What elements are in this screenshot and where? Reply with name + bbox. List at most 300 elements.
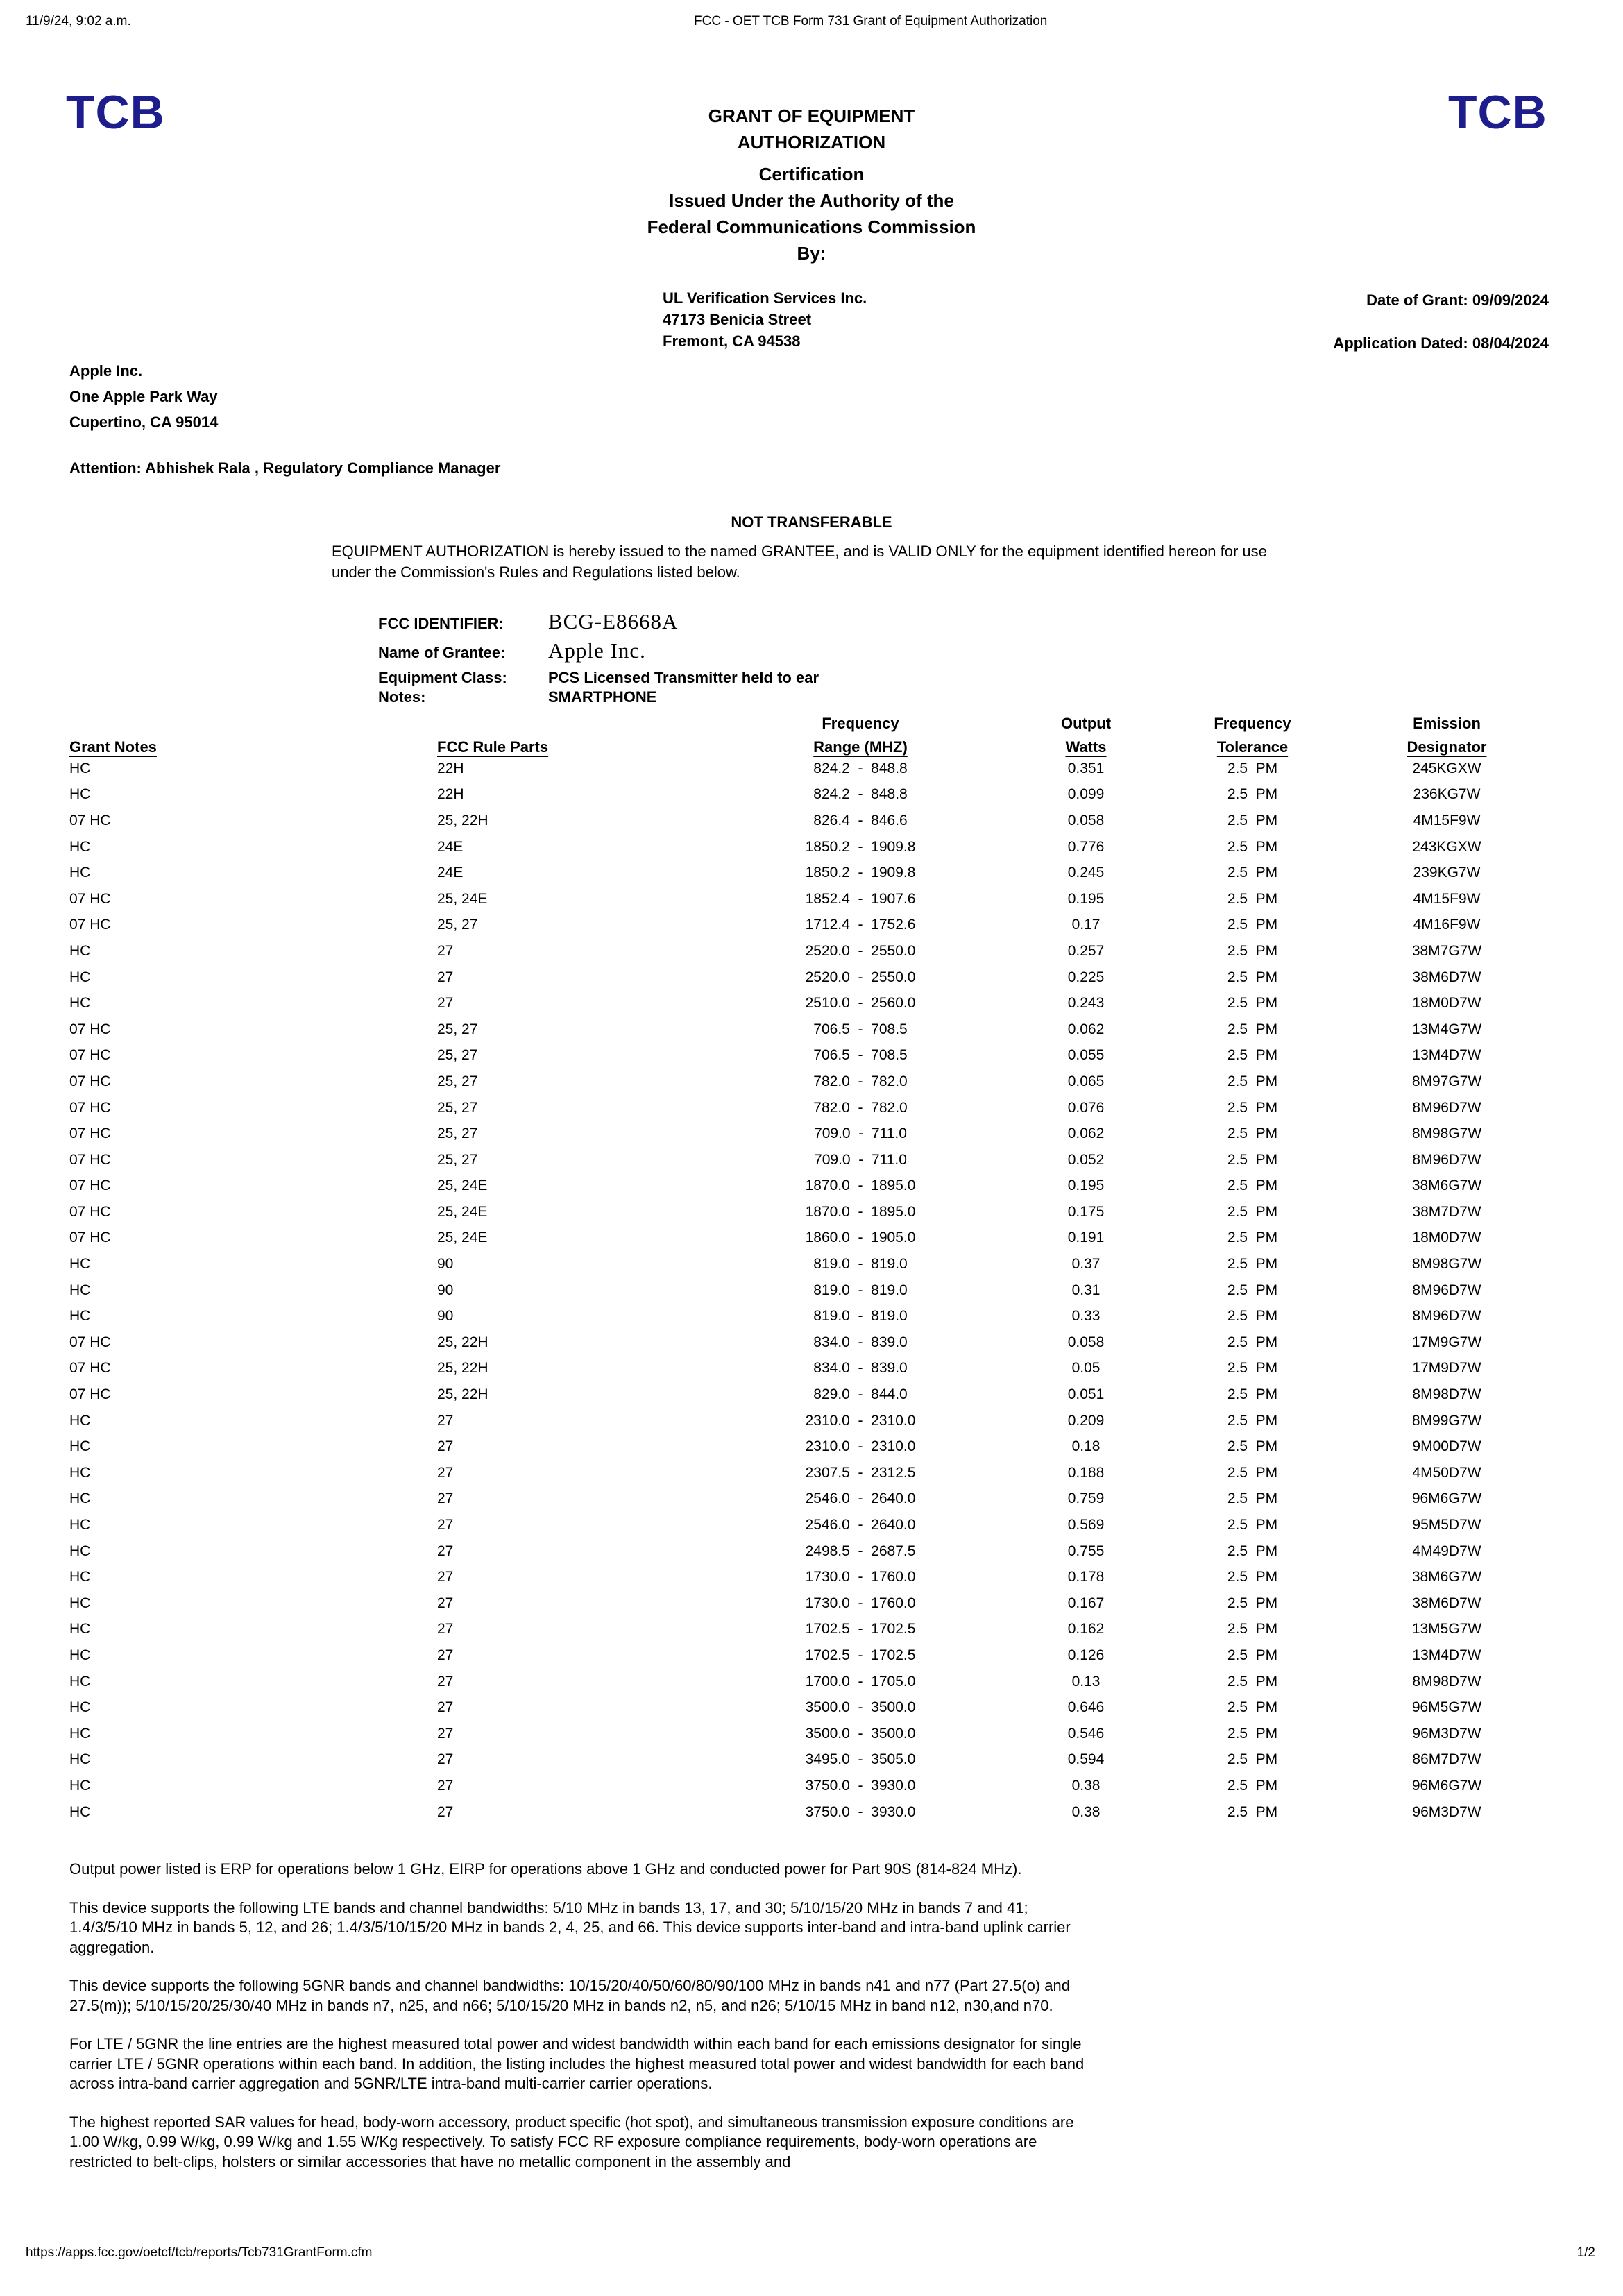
cell-emission-designator: 236KG7W (1413, 786, 1481, 803)
cell-emission-designator: 38M6G7W (1411, 1569, 1482, 1585)
grantee-name-row (378, 638, 819, 663)
by-line: By: (797, 243, 826, 264)
cell-output-watts: 0.38 (1071, 1777, 1101, 1794)
cell-grant-notes: 07 HC (69, 1334, 111, 1350)
cell-emission-designator: 96M3D7W (1412, 1725, 1481, 1742)
cell-frequency-tolerance: 2.5 PM (1227, 1725, 1278, 1742)
cell-frequency-tolerance: 2.5 PM (1227, 1021, 1278, 1037)
table-row (69, 990, 1540, 1017)
cell-output-watts: 0.257 (1067, 942, 1105, 959)
cell-emission-designator: 96M3D7W (1412, 1803, 1481, 1820)
grantee-name: Apple Inc. (69, 362, 143, 380)
cell-frequency-range: 1860.0 - 1905.0 (805, 1230, 916, 1246)
notes-label: Notes: (378, 688, 426, 706)
table-row (69, 782, 1540, 808)
cell-rule-parts: 27 (437, 1725, 454, 1742)
cell-grant-notes: HC (69, 786, 91, 803)
cell-emission-designator: 13M4G7W (1411, 1021, 1482, 1037)
table-row (69, 1199, 1540, 1225)
cell-emission-designator: 8M96D7W (1412, 1308, 1481, 1325)
cell-output-watts: 0.33 (1071, 1308, 1101, 1325)
grantee-address (69, 358, 218, 435)
body-paragraph: The highest reported SAR values for head, body-worn accessory, product specific (hot spot), and simultaneous transmission exposure conditions are 1.00 W/kg, 0.99 W/kg, 0.99 W/kg and 1.55 W/Kg respectively. To satisfy FCC RF exposure compliance requirements, body-worn operations are restricted to belt-clips, holsters or similar accessories that have no metallic component in the assembly and (69, 2113, 1074, 2170)
cell-grant-notes: HC (69, 1621, 91, 1638)
cell-grant-notes: HC (69, 1542, 91, 1559)
cell-rule-parts: 27 (437, 942, 454, 959)
not-transferable-label: NOT TRANSFERABLE (731, 513, 892, 531)
cell-rule-parts: 25, 27 (437, 917, 478, 933)
table-row (69, 1381, 1540, 1408)
cell-frequency-range: 819.0 - 819.0 (813, 1308, 908, 1325)
authorization-paragraph: EQUIPMENT AUTHORIZATION is hereby issued to the named GRANTEE, and is VALID ONLY for the equipment identified hereon for use under the Commission's Rules and Regulations listed below. (332, 543, 1267, 581)
table-row (69, 1095, 1540, 1121)
cell-rule-parts: 25, 27 (437, 1047, 478, 1064)
grantee-street: One Apple Park Way (69, 388, 218, 405)
cell-frequency-range: 1702.5 - 1702.5 (805, 1621, 916, 1638)
cell-emission-designator: 38M7G7W (1411, 942, 1482, 959)
cell-output-watts: 0.759 (1067, 1490, 1105, 1507)
cell-emission-designator: 8M98D7W (1412, 1386, 1481, 1403)
cell-grant-notes: 07 HC (69, 1177, 111, 1194)
grant-table-body (69, 756, 1540, 1825)
table-row (69, 1303, 1540, 1329)
cell-frequency-tolerance: 2.5 PM (1227, 1490, 1278, 1507)
table-row (69, 1721, 1540, 1747)
cell-frequency-tolerance: 2.5 PM (1227, 1386, 1278, 1403)
cell-frequency-range: 2520.0 - 2550.0 (805, 969, 916, 985)
cell-output-watts: 0.37 (1071, 1256, 1101, 1273)
table-row (69, 1147, 1540, 1173)
issuer-street: 47173 Benicia Street (663, 311, 812, 328)
cell-frequency-tolerance: 2.5 PM (1227, 1412, 1278, 1429)
cell-grant-notes: HC (69, 1517, 91, 1533)
table-row (69, 1069, 1540, 1095)
footer-page-number: 1/2 (1577, 2245, 1595, 2260)
cell-emission-designator: 4M15F9W (1413, 812, 1481, 828)
cell-emission-designator: 8M96D7W (1412, 1282, 1481, 1298)
equipment-class-value: PCS Licensed Transmitter held to ear (548, 669, 819, 686)
header-emission-designator: Emission Designator (1407, 715, 1487, 756)
table-row (69, 1799, 1540, 1826)
cell-output-watts: 0.38 (1071, 1803, 1101, 1820)
cell-output-watts: 0.18 (1071, 1438, 1101, 1455)
cell-frequency-tolerance: 2.5 PM (1227, 1569, 1278, 1585)
cell-emission-designator: 38M7D7W (1412, 1203, 1481, 1220)
cell-grant-notes: 07 HC (69, 1099, 111, 1116)
certification-line: Certification (758, 164, 865, 185)
issuer-name: UL Verification Services Inc. (663, 289, 867, 307)
cell-frequency-range: 782.0 - 782.0 (813, 1073, 908, 1089)
cell-grant-notes: 07 HC (69, 1230, 111, 1246)
cell-rule-parts: 25, 27 (437, 1099, 478, 1116)
cell-frequency-tolerance: 2.5 PM (1227, 1151, 1278, 1168)
cell-rule-parts: 27 (437, 1490, 454, 1507)
cell-frequency-range: 3500.0 - 3500.0 (805, 1699, 916, 1716)
cell-grant-notes: HC (69, 1256, 91, 1273)
table-row (69, 912, 1540, 939)
cell-emission-designator: 243KGXW (1412, 838, 1481, 855)
cell-rule-parts: 22H (437, 760, 464, 776)
fcc-identifier-row (378, 609, 819, 634)
cell-frequency-range: 1700.0 - 1705.0 (805, 1673, 916, 1690)
cell-output-watts: 0.058 (1067, 812, 1105, 828)
cell-frequency-tolerance: 2.5 PM (1227, 1125, 1278, 1142)
cell-output-watts: 0.062 (1067, 1125, 1105, 1142)
fcc-id-label: FCC IDENTIFIER: (378, 615, 504, 632)
cell-rule-parts: 25, 27 (437, 1151, 478, 1168)
cell-rule-parts: 25, 27 (437, 1021, 478, 1037)
cell-grant-notes: 07 HC (69, 1203, 111, 1220)
cell-frequency-tolerance: 2.5 PM (1227, 1542, 1278, 1559)
cell-frequency-tolerance: 2.5 PM (1227, 1334, 1278, 1350)
cell-grant-notes: 07 HC (69, 890, 111, 907)
attention-line: Attention: Abhishek Rala , Regulatory Compliance Manager (69, 459, 501, 477)
cell-output-watts: 0.17 (1071, 917, 1101, 933)
cell-frequency-range: 1850.2 - 1909.8 (805, 838, 916, 855)
cell-emission-designator: 8M98G7W (1411, 1256, 1482, 1273)
cell-grant-notes: 07 HC (69, 812, 111, 828)
table-row (69, 1642, 1540, 1669)
cell-rule-parts: 25, 24E (437, 1177, 488, 1194)
cell-frequency-range: 706.5 - 708.5 (813, 1021, 908, 1037)
table-row (69, 1017, 1540, 1043)
cell-rule-parts: 27 (437, 1595, 454, 1611)
table-row (69, 1434, 1540, 1460)
cell-output-watts: 0.546 (1067, 1725, 1105, 1742)
cell-output-watts: 0.055 (1067, 1047, 1105, 1064)
cell-output-watts: 0.569 (1067, 1517, 1105, 1533)
grant-heading (0, 103, 1623, 266)
cell-emission-designator: 9M00D7W (1412, 1438, 1481, 1455)
table-row (69, 1773, 1540, 1799)
cell-grant-notes: HC (69, 838, 91, 855)
identifier-block (378, 609, 819, 713)
cell-frequency-tolerance: 2.5 PM (1227, 1647, 1278, 1663)
cell-emission-designator: 4M16F9W (1413, 917, 1481, 933)
cell-output-watts: 0.05 (1071, 1360, 1101, 1377)
table-row (69, 808, 1540, 834)
cell-emission-designator: 38M6D7W (1412, 1595, 1481, 1611)
table-row (69, 1538, 1540, 1565)
cell-frequency-range: 1702.5 - 1702.5 (805, 1647, 916, 1663)
cell-output-watts: 0.351 (1067, 760, 1105, 776)
cell-emission-designator: 38M6D7W (1412, 969, 1481, 985)
cell-frequency-range: 829.0 - 844.0 (813, 1386, 908, 1403)
cell-grant-notes: HC (69, 865, 91, 881)
cell-emission-designator: 17M9D7W (1412, 1360, 1481, 1377)
cell-grant-notes: HC (69, 1490, 91, 1507)
grant-title-line2: AUTHORIZATION (737, 132, 886, 153)
cell-grant-notes: HC (69, 942, 91, 959)
table-row (69, 964, 1540, 991)
cell-output-watts: 0.243 (1067, 995, 1105, 1012)
cell-grant-notes: HC (69, 1438, 91, 1455)
cell-frequency-tolerance: 2.5 PM (1227, 1595, 1278, 1611)
cell-grant-notes: HC (69, 1673, 91, 1690)
cell-rule-parts: 25, 22H (437, 1360, 488, 1377)
notes-value: SMARTPHONE (548, 688, 657, 706)
cell-emission-designator: 239KG7W (1413, 865, 1481, 881)
cell-rule-parts: 27 (437, 995, 454, 1012)
cell-emission-designator: 4M49D7W (1412, 1542, 1481, 1559)
cell-frequency-range: 1712.4 - 1752.6 (805, 917, 916, 933)
cell-output-watts: 0.209 (1067, 1412, 1105, 1429)
table-row (69, 1356, 1540, 1382)
cell-frequency-tolerance: 2.5 PM (1227, 812, 1278, 828)
cell-rule-parts: 27 (437, 969, 454, 985)
table-row (69, 1408, 1540, 1434)
cell-grant-notes: HC (69, 1412, 91, 1429)
table-row (69, 886, 1540, 912)
table-row (69, 1669, 1540, 1695)
cell-emission-designator: 18M0D7W (1412, 995, 1481, 1012)
cell-frequency-range: 2546.0 - 2640.0 (805, 1517, 916, 1533)
application-date (1333, 334, 1549, 352)
cell-emission-designator: 95M5D7W (1412, 1517, 1481, 1533)
cell-frequency-range: 709.0 - 711.0 (814, 1151, 907, 1168)
cell-grant-notes: 07 HC (69, 917, 111, 933)
issuer-city: Fremont, CA 94538 (663, 332, 801, 350)
tcb-logo-left: TCB (66, 86, 165, 139)
cell-frequency-range: 2498.5 - 2687.5 (805, 1542, 916, 1559)
cell-rule-parts: 27 (437, 1438, 454, 1455)
cell-rule-parts: 22H (437, 786, 464, 803)
cell-emission-designator: 8M98G7W (1411, 1125, 1482, 1142)
cell-rule-parts: 25, 24E (437, 1230, 488, 1246)
cell-frequency-range: 1850.2 - 1909.8 (805, 865, 916, 881)
equipment-class-label: Equipment Class: (378, 669, 507, 686)
cell-output-watts: 0.076 (1067, 1099, 1105, 1116)
cell-frequency-tolerance: 2.5 PM (1227, 1047, 1278, 1064)
dates-block (1333, 291, 1549, 377)
cell-output-watts: 0.755 (1067, 1542, 1105, 1559)
cell-frequency-range: 782.0 - 782.0 (813, 1099, 908, 1116)
cell-grant-notes: 07 HC (69, 1360, 111, 1377)
cell-output-watts: 0.051 (1067, 1386, 1105, 1403)
cell-frequency-range: 819.0 - 819.0 (813, 1256, 908, 1273)
cell-output-watts: 0.225 (1067, 969, 1105, 985)
body-paragraph: This device supports the following 5GNR bands and channel bandwidths: 10/15/20/40/50/60/80/90/100 MHz in bands n41 and n77 (Part 27.5(o) and 27.5(m)); 5/10/15/20/25/30/40 MHz in bands n7, n25, and n66; 5/10/15/20 MHz in bands n2, n5, and n26; 5/10/15 MHz in band n12, n30,and n70. (69, 1977, 1070, 2014)
cell-grant-notes: HC (69, 1569, 91, 1585)
table-row (69, 1460, 1540, 1486)
table-row (69, 1173, 1540, 1200)
cell-frequency-tolerance: 2.5 PM (1227, 1230, 1278, 1246)
cell-grant-notes: HC (69, 969, 91, 985)
cell-output-watts: 0.167 (1067, 1595, 1105, 1611)
cell-rule-parts: 25, 22H (437, 812, 488, 828)
cell-output-watts: 0.058 (1067, 1334, 1105, 1350)
cell-output-watts: 0.099 (1067, 786, 1105, 803)
cell-output-watts: 0.188 (1067, 1464, 1105, 1481)
header-rule-parts: FCC Rule Parts (437, 738, 549, 756)
cell-emission-designator: 96M6G7W (1411, 1777, 1482, 1794)
cell-frequency-tolerance: 2.5 PM (1227, 1438, 1278, 1455)
grantee-value: Apple Inc. (548, 638, 646, 663)
cell-emission-designator: 13M4D7W (1412, 1647, 1481, 1663)
cell-emission-designator: 13M5G7W (1411, 1621, 1482, 1638)
cell-frequency-tolerance: 2.5 PM (1227, 1099, 1278, 1116)
application-date-value: 08/04/2024 (1472, 334, 1549, 352)
cell-rule-parts: 25, 22H (437, 1386, 488, 1403)
cell-frequency-tolerance: 2.5 PM (1227, 1282, 1278, 1298)
cell-frequency-tolerance: 2.5 PM (1227, 1360, 1278, 1377)
cell-emission-designator: 8M96D7W (1412, 1099, 1481, 1116)
body-paragraph: Output power listed is ERP for operations below 1 GHz, EIRP for operations above 1 GHz and conducted power for Part 90S (814-824 MHz). (69, 1860, 1022, 1878)
cell-rule-parts: 25, 27 (437, 1073, 478, 1089)
tcb-logo-right: TCB (1448, 86, 1547, 139)
cell-frequency-tolerance: 2.5 PM (1227, 1203, 1278, 1220)
table-row (69, 1329, 1540, 1356)
cell-frequency-tolerance: 2.5 PM (1227, 865, 1278, 881)
cell-output-watts: 0.195 (1067, 890, 1105, 907)
cell-frequency-tolerance: 2.5 PM (1227, 1777, 1278, 1794)
cell-frequency-tolerance: 2.5 PM (1227, 760, 1278, 776)
cell-output-watts: 0.062 (1067, 1021, 1105, 1037)
cell-grant-notes: 07 HC (69, 1386, 111, 1403)
print-header-title: FCC - OET TCB Form 731 Grant of Equipment Authorization (694, 14, 1048, 28)
cell-frequency-tolerance: 2.5 PM (1227, 1699, 1278, 1716)
cell-frequency-range: 3495.0 - 3505.0 (805, 1751, 916, 1768)
cell-rule-parts: 24E (437, 838, 464, 855)
cell-rule-parts: 25, 24E (437, 890, 488, 907)
cell-frequency-tolerance: 2.5 PM (1227, 969, 1278, 985)
cell-output-watts: 0.065 (1067, 1073, 1105, 1089)
cell-frequency-tolerance: 2.5 PM (1227, 1256, 1278, 1273)
cell-frequency-range: 826.4 - 846.6 (813, 812, 908, 828)
cell-grant-notes: HC (69, 1282, 91, 1298)
cell-frequency-range: 824.2 - 848.8 (813, 760, 908, 776)
cell-frequency-tolerance: 2.5 PM (1227, 917, 1278, 933)
cell-frequency-range: 2310.0 - 2310.0 (805, 1412, 916, 1429)
cell-output-watts: 0.13 (1071, 1673, 1101, 1690)
cell-frequency-range: 1730.0 - 1760.0 (805, 1569, 916, 1585)
cell-output-watts: 0.195 (1067, 1177, 1105, 1194)
cell-frequency-tolerance: 2.5 PM (1227, 1177, 1278, 1194)
cell-output-watts: 0.178 (1067, 1569, 1105, 1585)
cell-output-watts: 0.191 (1067, 1230, 1105, 1246)
cell-frequency-range: 824.2 - 848.8 (813, 786, 908, 803)
table-row (69, 1512, 1540, 1538)
cell-frequency-tolerance: 2.5 PM (1227, 1517, 1278, 1533)
cell-frequency-tolerance: 2.5 PM (1227, 890, 1278, 907)
date-of-grant-value: 09/09/2024 (1472, 291, 1549, 309)
cell-frequency-range: 3750.0 - 3930.0 (805, 1803, 916, 1820)
cell-grant-notes: 07 HC (69, 1073, 111, 1089)
cell-grant-notes: HC (69, 1464, 91, 1481)
cell-frequency-range: 709.0 - 711.0 (814, 1125, 907, 1142)
cell-rule-parts: 25, 24E (437, 1203, 488, 1220)
cell-frequency-tolerance: 2.5 PM (1227, 786, 1278, 803)
cell-output-watts: 0.594 (1067, 1751, 1105, 1768)
cell-frequency-tolerance: 2.5 PM (1227, 1621, 1278, 1638)
cell-emission-designator: 86M7D7W (1412, 1751, 1481, 1768)
fcc-id-value: BCG-E8668A (548, 609, 679, 633)
date-of-grant (1333, 291, 1549, 309)
table-row (69, 860, 1540, 886)
cell-rule-parts: 27 (437, 1751, 454, 1768)
cell-rule-parts: 27 (437, 1542, 454, 1559)
cell-grant-notes: 07 HC (69, 1151, 111, 1168)
table-row (69, 1694, 1540, 1721)
cell-rule-parts: 25, 27 (437, 1125, 478, 1142)
cell-frequency-range: 1852.4 - 1907.6 (805, 890, 916, 907)
table-row (69, 1277, 1540, 1304)
cell-frequency-range: 1730.0 - 1760.0 (805, 1595, 916, 1611)
cell-frequency-tolerance: 2.5 PM (1227, 995, 1278, 1012)
cell-rule-parts: 27 (437, 1803, 454, 1820)
cell-frequency-range: 2307.5 - 2312.5 (805, 1464, 916, 1481)
cell-frequency-range: 834.0 - 839.0 (813, 1360, 908, 1377)
cell-rule-parts: 90 (437, 1308, 454, 1325)
table-row (69, 1251, 1540, 1277)
cell-rule-parts: 27 (437, 1569, 454, 1585)
cell-emission-designator: 8M98D7W (1412, 1673, 1481, 1690)
cell-rule-parts: 27 (437, 1464, 454, 1481)
footer-url: https://apps.fcc.gov/oetcf/tcb/reports/Tcb731GrantForm.cfm (26, 2245, 373, 2260)
cell-rule-parts: 27 (437, 1517, 454, 1533)
notes-paragraphs (69, 1860, 1098, 2191)
cell-emission-designator: 96M5G7W (1411, 1699, 1482, 1716)
equipment-class-row (378, 669, 819, 687)
fcc-line: Federal Communications Commission (647, 216, 976, 237)
cell-output-watts: 0.052 (1067, 1151, 1105, 1168)
table-row (69, 834, 1540, 860)
cell-emission-designator: 38M6G7W (1411, 1177, 1482, 1194)
issuer-block (663, 287, 867, 352)
table-row (69, 1486, 1540, 1513)
cell-grant-notes: HC (69, 995, 91, 1012)
table-row (69, 1564, 1540, 1590)
table-row (69, 1747, 1540, 1774)
cell-rule-parts: 27 (437, 1647, 454, 1663)
table-row (69, 1043, 1540, 1069)
cell-emission-designator: 13M4D7W (1412, 1047, 1481, 1064)
header-output-watts: Output Watts (1060, 715, 1112, 756)
cell-frequency-tolerance: 2.5 PM (1227, 1673, 1278, 1690)
cell-grant-notes: HC (69, 760, 91, 776)
table-row (69, 1617, 1540, 1643)
cell-grant-notes: HC (69, 1725, 91, 1742)
table-row (69, 1590, 1540, 1617)
cell-frequency-range: 819.0 - 819.0 (813, 1282, 908, 1298)
cell-grant-notes: HC (69, 1699, 91, 1716)
cell-rule-parts: 90 (437, 1282, 454, 1298)
cell-emission-designator: 96M6G7W (1411, 1490, 1482, 1507)
cell-rule-parts: 27 (437, 1777, 454, 1794)
header-frequency-range: Frequency Range (MHZ) (813, 715, 908, 756)
grant-table-header (69, 712, 1540, 759)
notes-row (378, 688, 819, 706)
cell-rule-parts: 27 (437, 1673, 454, 1690)
cell-emission-designator: 8M99G7W (1411, 1412, 1482, 1429)
cell-frequency-range: 2520.0 - 2550.0 (805, 942, 916, 959)
cell-grant-notes: HC (69, 1647, 91, 1663)
grant-title-line1: GRANT OF EQUIPMENT (708, 105, 915, 126)
grantee-city: Cupertino, CA 95014 (69, 414, 219, 431)
table-row (69, 756, 1540, 782)
header-frequency-tolerance: Frequency Tolerance (1214, 715, 1291, 756)
body-paragraph: This device supports the following LTE bands and channel bandwidths: 5/10 MHz in bands 13, 17, and 30; 5/10/15/20 MHz in bands 7 and 41; 1.4/3/5/10 MHz in bands 5, 12, and 26; 1.4/3/5/10/15/20 MHz in bands 2, 4, 25, and 66. This device supports inter-band and intra-band uplink carrier aggregation. (69, 1898, 1071, 1956)
cell-grant-notes: HC (69, 1803, 91, 1820)
cell-rule-parts: 25, 22H (437, 1334, 488, 1350)
cell-grant-notes: HC (69, 1777, 91, 1794)
cell-rule-parts: 24E (437, 865, 464, 881)
cell-emission-designator: 17M9G7W (1411, 1334, 1482, 1350)
cell-frequency-range: 706.5 - 708.5 (813, 1047, 908, 1064)
cell-grant-notes: HC (69, 1751, 91, 1768)
table-row (69, 1225, 1540, 1252)
cell-rule-parts: 27 (437, 1621, 454, 1638)
